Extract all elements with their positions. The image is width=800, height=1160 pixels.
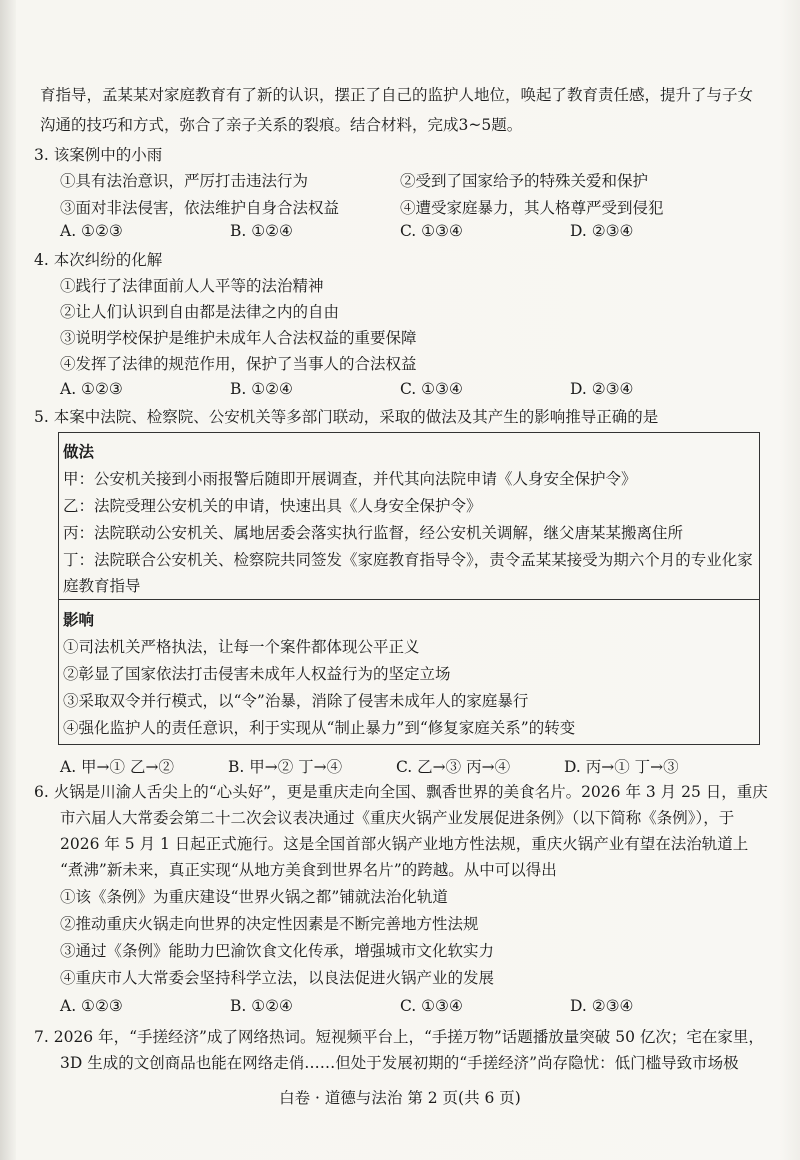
- q4-stem: 4. 本次纠纷的化解: [34, 251, 163, 269]
- q5-option-d[interactable]: D. 丙→① 丁→③: [564, 758, 679, 776]
- q5-options: [60, 755, 780, 777]
- page-left-edge: [0, 0, 16, 1160]
- q4-option-c[interactable]: C. ①③④: [400, 380, 463, 398]
- q6-option-a[interactable]: A. ①②③: [60, 997, 123, 1015]
- q5-method-yi: 乙：法院受理公安机关的申请，快速出具《人身安全保护令》: [63, 497, 482, 515]
- q3-option-d[interactable]: D. ②③④: [570, 222, 634, 240]
- q6-statement-1: ①该《条例》为重庆建设“世界火锅之都”铺就法治化轨道: [60, 888, 448, 906]
- q6-statement-4: ④重庆市人大常委会坚持科学立法，以良法促进火锅产业的发展: [60, 969, 495, 987]
- q4-option-d[interactable]: D. ②③④: [570, 380, 634, 398]
- q3-statement-1: ①具有法治意识，严厉打击违法行为: [60, 172, 309, 190]
- q6-statement-2: ②推动重庆火锅走向世界的决定性因素是不断完善地方性法规: [60, 915, 479, 933]
- intro-line-2: 沟通的技巧和方式，弥合了亲子关系的裂痕。结合材料，完成3~5题。: [40, 116, 523, 134]
- q6-line-1: 6. 火锅是川渝人舌尖上的“心头好”，更是重庆走向全国、飘香世界的美食名片。2026 年 3 月 25 日，重庆: [34, 783, 768, 801]
- q4-statement-1: ①践行了法律面前人人平等的法治精神: [60, 277, 324, 295]
- q4-options: [60, 380, 780, 402]
- q3-options: [60, 222, 780, 244]
- q5-method-ding-line-2: 庭教育指导: [63, 577, 141, 595]
- q4-option-a[interactable]: A. ①②③: [60, 380, 123, 398]
- q3-statement-3: ③面对非法侵害，依法维护自身合法权益: [60, 199, 340, 217]
- q6-line-4: “煮沸”新未来，真正实现“从地方美食到世界名片”的跨越。从中可以得出: [60, 861, 557, 879]
- q6-option-b[interactable]: B. ①②④: [230, 997, 293, 1015]
- q3-option-a[interactable]: A. ①②③: [60, 222, 123, 240]
- q5-option-c[interactable]: C. 乙→③ 丙→④: [396, 758, 511, 776]
- page-footer: 白卷 · 道德与法治 第 2 页(共 6 页): [279, 1089, 521, 1107]
- q3-stem: 3. 该案例中的小雨: [34, 146, 163, 164]
- q5-option-b[interactable]: B. 甲→② 丁→④: [228, 758, 343, 776]
- q5-heading-methods: 做法: [63, 442, 95, 461]
- q3-statement-2: ②受到了国家给予的特殊关爱和保护: [400, 172, 649, 190]
- q5-method-jia: 甲：公安机关接到小雨报警后随即开展调查，并代其向法院申请《人身安全保护令》: [63, 470, 637, 488]
- q7-line-1: 7. 2026 年，“手搓经济”成了网络热词。短视频平台上，“手搓万物”话题播放量突破 50 亿次；宅在家里，: [34, 1028, 764, 1046]
- q6-line-3: 2026 年 5 月 1 日起正式施行。这是全国首部火锅产业地方性法规，重庆火锅产业有望在法治轨道上: [60, 835, 749, 853]
- q3-option-b[interactable]: B. ①②④: [230, 222, 293, 240]
- q4-statement-4: ④发挥了法律的规范作用，保护了当事人的合法权益: [60, 355, 417, 373]
- q3-option-c[interactable]: C. ①③④: [400, 222, 463, 240]
- q4-statement-3: ③说明学校保护是维护未成年人合法权益的重要保障: [60, 329, 417, 347]
- q5-heading-effects: 影响: [63, 610, 95, 629]
- q5-stem: 5. 本案中法院、检察院、公安机关等多部门联动，采取的做法及其产生的影响推导正确的是: [34, 408, 659, 426]
- q5-table-divider: [59, 599, 759, 600]
- q6-option-c[interactable]: C. ①③④: [400, 997, 463, 1015]
- q7-line-2: 3D 生成的文创商品也能在网络走俏……但处于发展初期的“手搓经济”尚存隐忧：低门槛导致市场极: [60, 1054, 739, 1072]
- q4-option-b[interactable]: B. ①②④: [230, 380, 293, 398]
- q5-method-ding-line-1: 丁：法院联合公安机关、检察院共同签发《家庭教育指导令》，责令孟某某接受为期六个月的专业化家: [63, 551, 753, 569]
- q5-method-effect-table: [58, 432, 760, 745]
- q4-statement-2: ②让人们认识到自由都是法律之内的自由: [60, 303, 340, 321]
- q3-statement-4: ④遭受家庭暴力，其人格尊严受到侵犯: [400, 199, 664, 217]
- q5-effect-3: ③采取双令并行模式，以“令”治暴，消除了侵害未成年人的家庭暴行: [63, 692, 529, 710]
- intro-line-1: 育指导，孟某某对家庭教育有了新的认识，摆正了自己的监护人地位，唤起了教育责任感，提升了与子女: [40, 86, 754, 104]
- q5-effect-1: ①司法机关严格执法，让每一个案件都体现公平正义: [63, 638, 420, 656]
- q5-effect-4: ④强化监护人的责任意识，利于实现从“制止暴力”到“修复家庭关系”的转变: [63, 719, 576, 737]
- q6-options: [60, 997, 780, 1019]
- q6-option-d[interactable]: D. ②③④: [570, 997, 634, 1015]
- q6-statement-3: ③通过《条例》能助力巴渝饮食文化传承，增强城市文化软实力: [60, 942, 495, 960]
- q5-method-bing: 丙：法院联动公安机关、属地居委会落实执行监督，经公安机关调解，继父唐某某搬离住所: [63, 524, 684, 542]
- q5-option-a[interactable]: A. 甲→① 乙→②: [60, 758, 174, 776]
- q5-effect-2: ②彰显了国家依法打击侵害未成年人权益行为的坚定立场: [63, 665, 451, 683]
- q6-line-2: 市六届人大常委会第二十二次会议表决通过《重庆火锅产业发展促进条例》（以下简称《条例》），于: [60, 809, 735, 827]
